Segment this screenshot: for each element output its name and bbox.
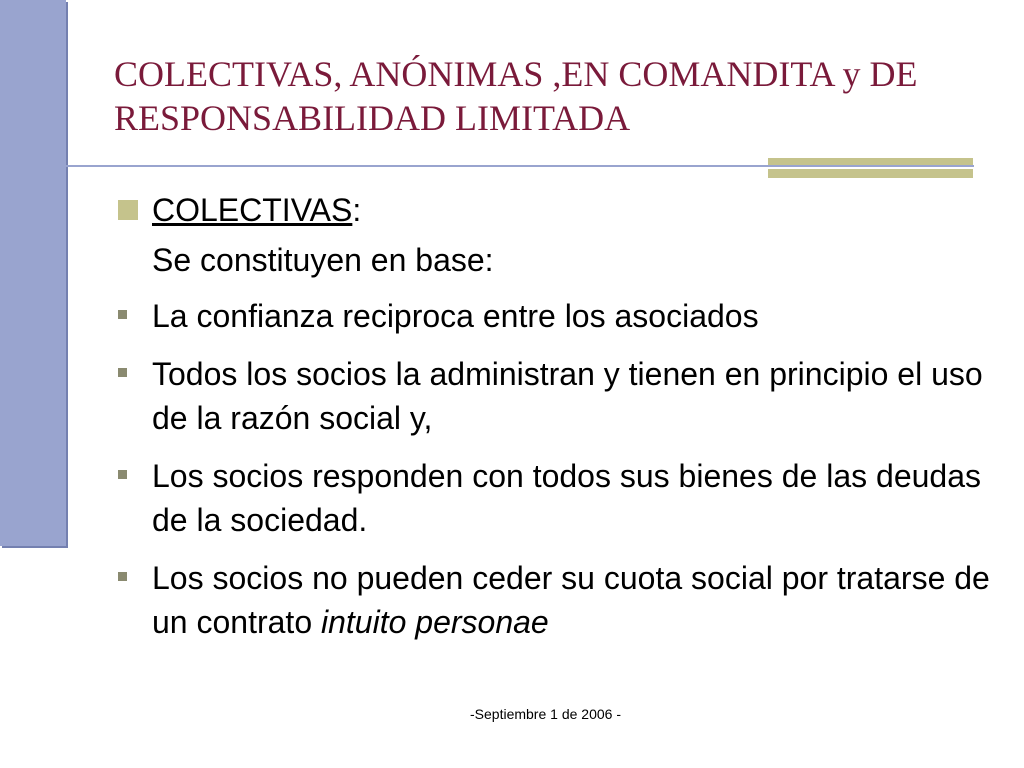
slide-title: COLECTIVAS, ANÓNIMAS ,EN COMANDITA y DE RESPONSABILIDAD LIMITADA	[114, 54, 918, 138]
list-item-emphasis: intuito personae	[321, 604, 549, 640]
list-item-text: Todos los socios la administran y tienen en principio el uso de la razón social y,	[152, 356, 983, 436]
slide-body	[114, 188, 994, 658]
list-item-text: Los socios no pueden ceder su cuota social por tratarse de un contrato	[152, 560, 990, 640]
accent-stripe-bottom	[768, 169, 973, 178]
section-heading: COLECTIVAS	[152, 192, 353, 228]
square-bullet-icon	[118, 200, 138, 220]
section-heading-colon: :	[352, 192, 362, 228]
list-item	[114, 556, 994, 644]
square-bullet-icon	[118, 368, 127, 377]
square-bullet-icon	[118, 310, 127, 319]
list-item-text: La confianza reciproca entre los asociados	[152, 298, 759, 334]
intro-line	[114, 238, 994, 282]
square-bullet-icon	[118, 470, 127, 479]
section-heading-row	[114, 188, 994, 232]
list-item	[114, 454, 994, 542]
square-bullet-icon	[118, 572, 127, 581]
intro-text: Se constituyen en base:	[152, 242, 494, 278]
side-decoration-bar	[0, 0, 66, 546]
footer-date: -Septiembre 1 de 2006 -	[470, 706, 621, 722]
title-accent-stripes	[768, 158, 973, 178]
accent-stripe-top	[768, 158, 973, 165]
list-item	[114, 294, 994, 338]
list-item	[114, 352, 994, 440]
list-item-text: Los socios responden con todos sus bienes de las deudas de la sociedad.	[152, 458, 981, 538]
